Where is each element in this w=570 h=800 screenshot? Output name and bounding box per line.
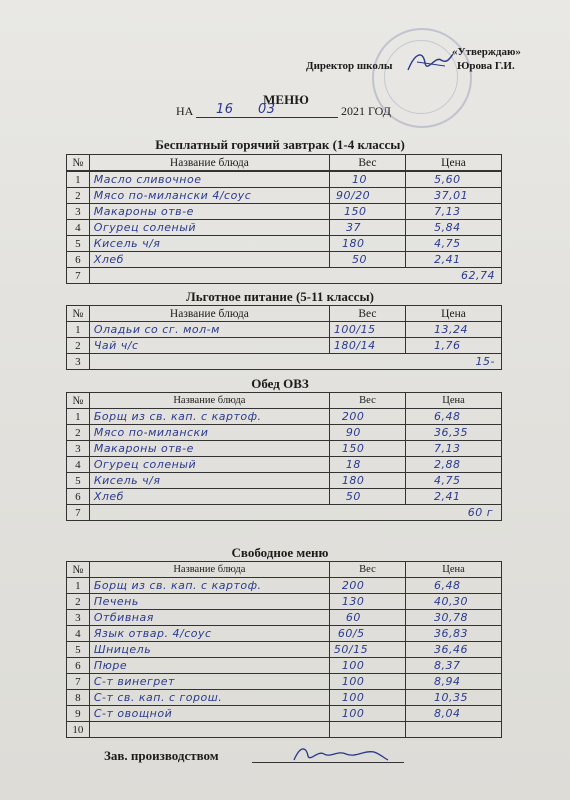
dish-weight: 100 <box>341 659 365 672</box>
table-row: 1 Борщ из св. кап. с картоф. 200 6,48 <box>67 578 502 594</box>
dish-weight: 180 <box>341 237 365 250</box>
dish-name: Огурец соленый <box>93 221 197 234</box>
table-row: 3 15- <box>67 354 502 370</box>
dish-weight: 180 <box>341 474 365 487</box>
director-label: Директор школы <box>306 60 393 72</box>
section-title: Льготное питание (5-11 классы) <box>186 289 374 304</box>
director-name: Юрова Г.И. <box>457 60 515 72</box>
dish-weight: 100/15 <box>333 323 376 336</box>
dish-weight: 90 <box>345 426 361 439</box>
dish-weight: 100 <box>341 691 365 704</box>
dish-weight: 100 <box>341 707 365 720</box>
table-header <box>67 393 502 409</box>
table-row: 5 Кисель ч/я 180 4,75 <box>67 236 502 252</box>
dish-price: 7,13 <box>434 205 461 218</box>
dish-weight: 50/15 <box>333 643 369 656</box>
date-year: 2021 ГОД <box>341 104 391 118</box>
menu-table <box>66 392 502 521</box>
dish-price: 6,48 <box>434 410 461 423</box>
col-num: № <box>67 306 90 322</box>
table-row: 6 Хлеб 50 2,41 <box>67 489 502 505</box>
dish-name: Хлеб <box>93 253 124 266</box>
dish-weight: 100 <box>341 675 365 688</box>
table-header <box>67 306 502 322</box>
dish-price: 10,35 <box>434 691 469 704</box>
dish-price: 37,01 <box>434 189 469 202</box>
footer-label: Зав. производством <box>104 748 219 763</box>
dish-price: 6,48 <box>434 579 461 592</box>
dish-price: 36,83 <box>434 627 469 640</box>
dish-name: Печень <box>93 595 139 608</box>
dish-name: Отбивная <box>93 611 154 624</box>
dish-weight: 200 <box>341 410 365 423</box>
total-price: 62,74 <box>461 269 495 282</box>
dish-price: 36,46 <box>434 643 469 656</box>
table-header <box>67 562 502 578</box>
table-row: 4 Язык отвар. 4/соус 60/5 36,83 <box>67 626 502 642</box>
dish-weight: 200 <box>341 579 365 592</box>
table-row: 1 Оладьи со сг. мол-м 100/15 13,24 <box>67 322 502 338</box>
dish-weight: 180/14 <box>333 339 376 352</box>
col-price: Цена <box>406 562 502 578</box>
table-row: 6 Пюре 100 8,37 <box>67 658 502 674</box>
date-month: 03 <box>258 102 276 117</box>
dish-price: 8,04 <box>434 707 461 720</box>
dish-weight: 60/5 <box>337 627 365 640</box>
table-row: 2 Мясо по-милански 90 36,35 <box>67 425 502 441</box>
dish-price: 2,41 <box>434 490 461 503</box>
table-row: 3 Макароны отв-е 150 7,13 <box>67 441 502 457</box>
dish-weight: 50 <box>345 490 361 503</box>
col-weight: Вес <box>329 306 405 322</box>
col-name: Название блюда <box>89 393 329 409</box>
dish-name: Макароны отв-е <box>93 205 194 218</box>
manager-signature <box>290 742 390 766</box>
dish-price: 4,75 <box>434 237 461 250</box>
table-row: 4 Огурец соленый 37 5,84 <box>67 220 502 236</box>
dish-price: 5,84 <box>434 221 461 234</box>
dish-weight: 60 <box>345 611 361 624</box>
dish-price: 7,13 <box>434 442 461 455</box>
col-price: Цена <box>406 393 502 409</box>
dish-weight: 130 <box>341 595 365 608</box>
col-price: Цена <box>406 155 502 171</box>
dish-name: Масло сливочное <box>93 173 202 186</box>
dish-price: 2,41 <box>434 253 461 266</box>
dish-name: Борщ из св. кап. с картоф. <box>93 410 262 423</box>
table-row: 7 62,74 <box>67 268 502 284</box>
dish-weight: 90/20 <box>335 189 371 202</box>
dish-name: Кисель ч/я <box>93 474 161 487</box>
dish-price: 8,94 <box>434 675 461 688</box>
dish-name: Хлеб <box>93 490 124 503</box>
table-row: 7 60 г <box>67 505 502 521</box>
table-row: 2 Мясо по-милански 4/соус 90/20 37,01 <box>67 188 502 204</box>
table-row: 3 Отбивная 60 30,78 <box>67 610 502 626</box>
dish-price: 40,30 <box>434 595 469 608</box>
dish-name: Чай ч/с <box>93 339 139 352</box>
table-row: 10 <box>67 722 502 738</box>
dish-name: Макароны отв-е <box>93 442 194 455</box>
table-row: 3 Макароны отв-е 150 7,13 <box>67 204 502 220</box>
dish-price: 13,24 <box>434 323 469 336</box>
dish-name: Кисель ч/я <box>93 237 161 250</box>
dish-name: Борщ из св. кап. с картоф. <box>93 579 262 592</box>
dish-weight: 150 <box>341 442 365 455</box>
director-signature <box>405 48 455 78</box>
dish-name: Язык отвар. 4/соус <box>93 627 212 640</box>
dish-name: Шницель <box>93 643 152 656</box>
col-name: Название блюда <box>89 306 329 322</box>
total-price: 15- <box>475 355 495 368</box>
table-row: 4 Огурец соленый 18 2,88 <box>67 457 502 473</box>
dish-name: Огурец соленый <box>93 458 197 471</box>
section-title: Бесплатный горячий завтрак (1-4 классы) <box>155 137 405 152</box>
table-row: 1 Борщ из св. кап. с картоф. 200 6,48 <box>67 409 502 425</box>
dish-weight: 50 <box>351 253 367 266</box>
dish-weight: 18 <box>345 458 361 471</box>
table-row: 6 Хлеб 50 2,41 <box>67 252 502 268</box>
dish-price: 5,60 <box>434 173 461 186</box>
dish-price: 1,76 <box>434 339 461 352</box>
col-num: № <box>67 562 90 578</box>
dish-name: С-т св. кап. с горош. <box>93 691 223 704</box>
dish-price: 8,37 <box>434 659 461 672</box>
date-day: 16 <box>216 102 234 117</box>
page-title: МЕНЮ <box>263 92 309 107</box>
table-row: 9 С-т овощной 100 8,04 <box>67 706 502 722</box>
table-row: 1 Масло сливочное 10 5,60 <box>67 172 502 188</box>
section-title: Обед ОВЗ <box>251 376 309 391</box>
col-weight: Вес <box>329 562 405 578</box>
table-row: 2 Печень 130 40,30 <box>67 594 502 610</box>
dish-weight: 150 <box>343 205 367 218</box>
dish-price: 36,35 <box>434 426 469 439</box>
dish-name: Пюре <box>93 659 128 672</box>
col-weight: Вес <box>329 393 405 409</box>
date-underline <box>196 117 338 118</box>
table-row: 5 Кисель ч/я 180 4,75 <box>67 473 502 489</box>
approve-label: «Утверждаю» <box>452 46 521 58</box>
dish-weight: 10 <box>351 173 367 186</box>
menu-table-body <box>66 171 502 284</box>
date-prefix: НА <box>176 104 194 118</box>
menu-table <box>66 154 502 171</box>
table-header <box>67 155 502 171</box>
dish-price: 2,88 <box>434 458 461 471</box>
dish-name: С-т овощной <box>93 707 173 720</box>
dish-weight: 37 <box>345 221 361 234</box>
dish-price: 30,78 <box>434 611 469 624</box>
table-row: 2 Чай ч/с 180/14 1,76 <box>67 338 502 354</box>
dish-name: Мясо по-милански <box>93 426 209 439</box>
section-title: Свободное меню <box>231 545 329 560</box>
table-row: 5 Шницель 50/15 36,46 <box>67 642 502 658</box>
menu-table <box>66 561 502 738</box>
dish-name: Мясо по-милански 4/соус <box>93 189 252 202</box>
dish-name: С-т винегрет <box>93 675 175 688</box>
dish-name: Оладьи со сг. мол-м <box>93 323 220 336</box>
col-num: № <box>67 393 90 409</box>
col-price: Цена <box>406 306 502 322</box>
table-row: 8 С-т св. кап. с горош. 100 10,35 <box>67 690 502 706</box>
col-num: № <box>67 155 90 171</box>
col-weight: Вес <box>329 155 405 171</box>
total-price: 60 г <box>467 506 493 519</box>
table-row: 7 С-т винегрет 100 8,94 <box>67 674 502 690</box>
col-name: Название блюда <box>89 562 329 578</box>
col-name: Название блюда <box>89 155 329 171</box>
menu-table <box>66 305 502 370</box>
dish-price: 4,75 <box>434 474 461 487</box>
